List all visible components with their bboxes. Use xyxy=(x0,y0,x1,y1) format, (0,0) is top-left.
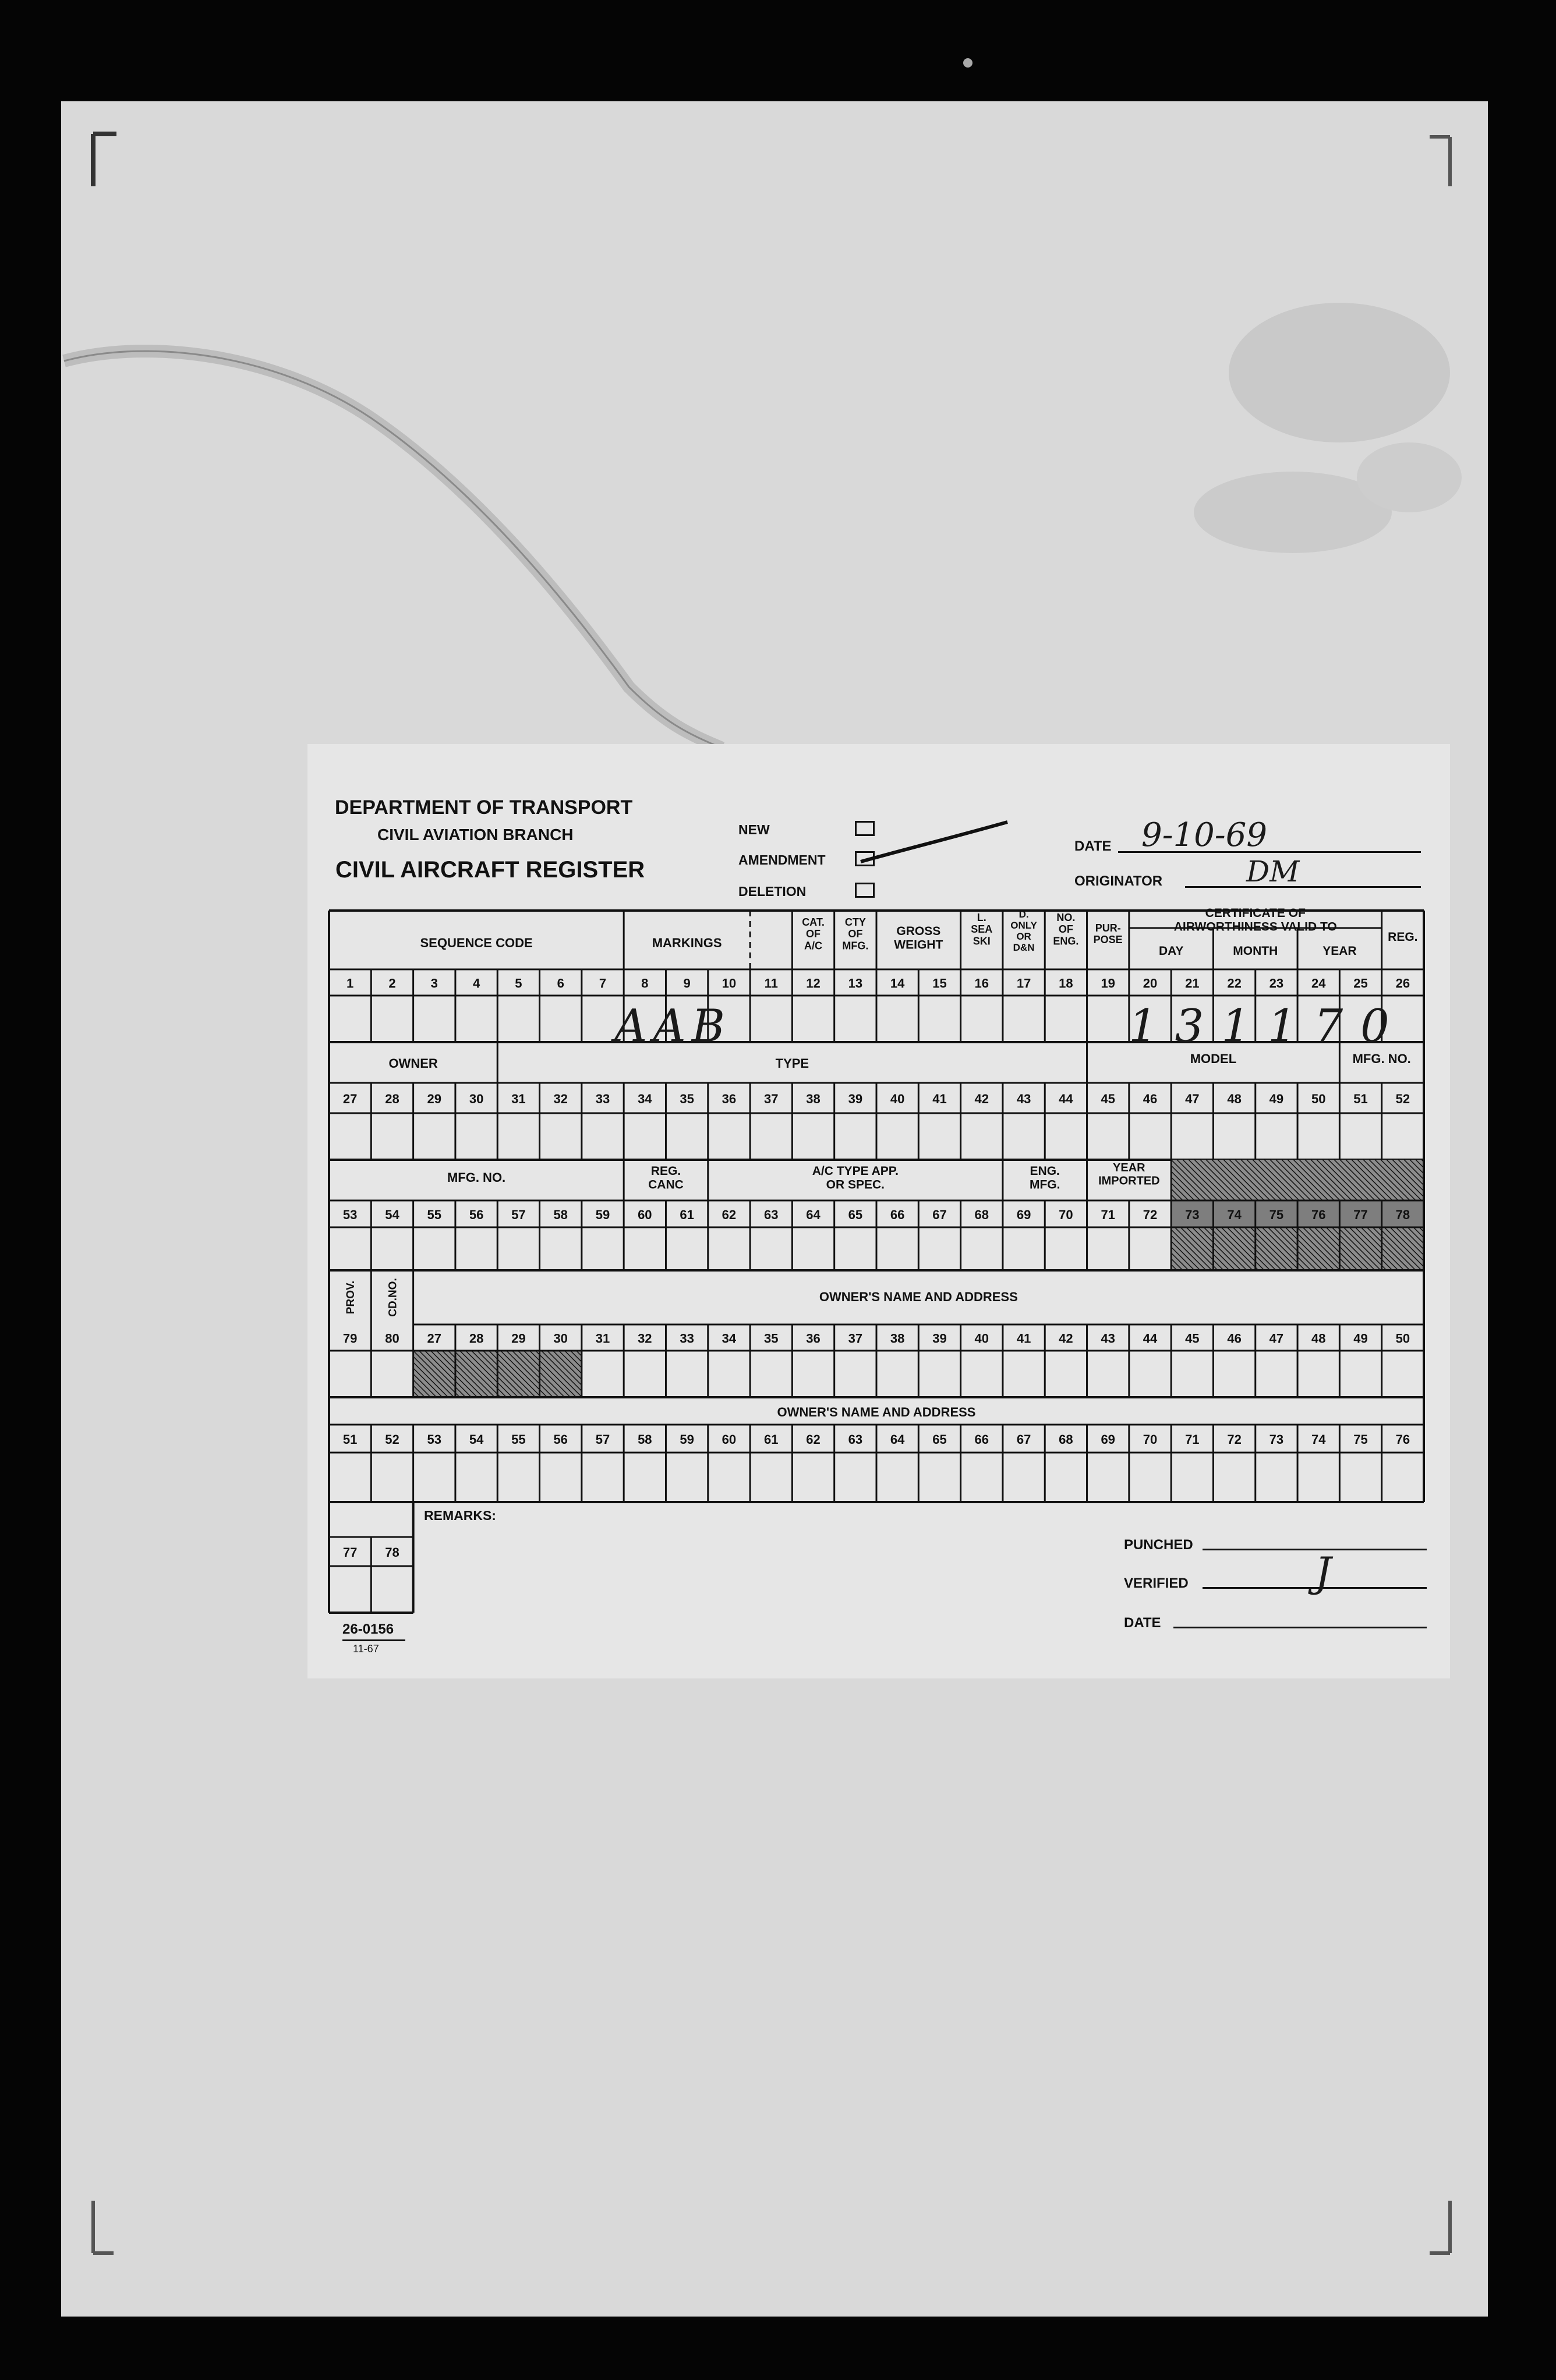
column-number: 52 xyxy=(1395,1092,1410,1106)
column-number: 36 xyxy=(806,1331,821,1346)
column-number: 73 xyxy=(1185,1207,1200,1222)
column-number: 11 xyxy=(764,976,778,991)
column-number: 69 xyxy=(1101,1432,1115,1447)
punched-label: PUNCHED xyxy=(1124,1537,1193,1553)
column-number: 43 xyxy=(1101,1331,1115,1346)
column-number: 50 xyxy=(1311,1092,1326,1106)
grid-label: YEAR xyxy=(1322,944,1357,958)
column-number: 6 xyxy=(557,976,564,991)
grid-label: OWNER xyxy=(388,1056,438,1071)
column-number: 26 xyxy=(1395,976,1410,991)
column-number: 39 xyxy=(848,1092,863,1106)
form-number-underline xyxy=(342,1639,405,1641)
column-number: 9 xyxy=(683,976,691,991)
grid-label: OF xyxy=(848,928,863,940)
grid-label: A/C TYPE APP. xyxy=(812,1164,899,1178)
originator-label: ORIGINATOR xyxy=(1074,873,1163,889)
column-number: 79 xyxy=(342,1331,358,1346)
column-number: 59 xyxy=(595,1207,610,1222)
column-number: 28 xyxy=(469,1331,484,1346)
column-number: 67 xyxy=(932,1207,947,1222)
column-number: 15 xyxy=(932,976,947,991)
column-number: 20 xyxy=(1143,976,1158,991)
footer-date-label: DATE xyxy=(1124,1615,1161,1631)
column-number: 35 xyxy=(763,1331,779,1346)
column-number: 51 xyxy=(1353,1092,1368,1106)
column-number: 64 xyxy=(890,1432,905,1447)
verified-label: VERIFIED xyxy=(1124,1575,1189,1591)
column-number: 28 xyxy=(385,1092,399,1106)
branch-title: CIVIL AVIATION BRANCH xyxy=(377,826,574,844)
deletion-label: DELETION xyxy=(738,884,807,899)
column-number: 27 xyxy=(342,1092,358,1106)
grid-label: SEA xyxy=(971,923,993,936)
column-number: 65 xyxy=(932,1432,947,1447)
column-number: 61 xyxy=(763,1432,779,1447)
column-number: 25 xyxy=(1353,976,1368,991)
column-number: 76 xyxy=(1311,1207,1326,1222)
column-number: 59 xyxy=(680,1432,694,1447)
column-number: 1 xyxy=(346,976,354,991)
grid-label: AIRWORTHINESS VALID TO xyxy=(1173,920,1337,934)
column-number: 13 xyxy=(848,976,863,991)
column-number: 63 xyxy=(848,1432,863,1447)
column-number: 48 xyxy=(1227,1092,1242,1106)
column-number: 40 xyxy=(974,1331,989,1346)
column-number: 54 xyxy=(469,1432,484,1447)
column-number: 41 xyxy=(932,1092,947,1106)
column-number: 66 xyxy=(890,1207,905,1222)
column-number: 52 xyxy=(385,1432,399,1447)
column-number: 67 xyxy=(1016,1432,1031,1447)
column-number: 31 xyxy=(511,1092,526,1106)
grid-label: PUR- xyxy=(1095,922,1121,934)
grid-label: MARKINGS xyxy=(652,936,722,950)
column-number: 19 xyxy=(1101,976,1115,991)
column-number: 42 xyxy=(974,1092,989,1106)
column-number: 40 xyxy=(890,1092,905,1106)
column-number: 65 xyxy=(848,1207,863,1222)
cd-no-label: CD.NO. xyxy=(387,1278,399,1317)
column-number: 45 xyxy=(1101,1092,1115,1106)
grid-label: MFG. xyxy=(842,940,869,952)
grid-label: IMPORTED xyxy=(1098,1174,1160,1188)
owner-name-address-header: OWNER'S NAME AND ADDRESS xyxy=(819,1290,1018,1304)
date-label: DATE xyxy=(1074,838,1112,854)
grid-label: SKI xyxy=(972,935,991,947)
column-number: 46 xyxy=(1227,1331,1242,1346)
column-number: 35 xyxy=(680,1092,694,1106)
grid-label: OR xyxy=(1016,931,1031,943)
grid-label: NO. xyxy=(1056,912,1076,923)
column-number: 66 xyxy=(974,1432,989,1447)
column-number: 44 xyxy=(1059,1092,1073,1106)
grid-label: D&N xyxy=(1013,942,1035,954)
column-number: 72 xyxy=(1143,1207,1158,1222)
column-number: 33 xyxy=(595,1092,610,1106)
column-number: 23 xyxy=(1269,976,1284,991)
grid-label: MFG. NO. xyxy=(1352,1051,1411,1066)
column-number: 55 xyxy=(427,1207,442,1222)
verified-value: J xyxy=(1315,1549,1332,1596)
new-label: NEW xyxy=(738,822,770,837)
column-number: 62 xyxy=(722,1207,737,1222)
column-number: 73 xyxy=(1269,1432,1284,1447)
column-number: 21 xyxy=(1185,976,1200,991)
column-number: 47 xyxy=(1269,1331,1284,1346)
grid-label: A/C xyxy=(804,940,823,952)
column-number: 74 xyxy=(1227,1207,1242,1222)
form-date: 11-67 xyxy=(353,1643,379,1655)
column-number: 51 xyxy=(342,1432,358,1447)
column-number: 56 xyxy=(553,1432,568,1447)
column-number: 63 xyxy=(763,1207,779,1222)
column-number: 33 xyxy=(680,1331,694,1346)
column-number: 2 xyxy=(388,976,396,991)
column-number: 74 xyxy=(1311,1432,1326,1447)
grid-label: MONTH xyxy=(1233,944,1278,958)
column-number: 77 xyxy=(342,1545,358,1560)
column-number: 80 xyxy=(385,1331,399,1346)
column-number: 64 xyxy=(806,1207,821,1222)
column-number: 5 xyxy=(515,976,522,991)
grid-label: OF xyxy=(806,928,821,940)
grid-label: ENG. xyxy=(1030,1164,1060,1178)
grid-label: DAY xyxy=(1158,944,1184,958)
column-number: 38 xyxy=(890,1331,905,1346)
column-number: 7 xyxy=(599,976,607,991)
column-number: 30 xyxy=(469,1092,484,1106)
column-number: 10 xyxy=(722,976,737,991)
grid-label: CERTIFICATE OF xyxy=(1205,906,1306,920)
column-number: 61 xyxy=(680,1207,694,1222)
column-number: 44 xyxy=(1143,1331,1158,1346)
prov-label: PROV. xyxy=(345,1280,358,1315)
column-number: 22 xyxy=(1227,976,1242,991)
markings-entry: AAB xyxy=(614,1000,731,1053)
column-number: 4 xyxy=(472,976,480,991)
column-number: 37 xyxy=(763,1092,779,1106)
column-number: 49 xyxy=(1353,1331,1368,1346)
column-number: 38 xyxy=(806,1092,821,1106)
grid-label: SEQUENCE CODE xyxy=(420,936,533,950)
form-number: 26-0156 xyxy=(342,1621,394,1637)
column-number: 12 xyxy=(806,976,821,991)
form-title: CIVIL AIRCRAFT REGISTER xyxy=(335,857,645,883)
column-number: 49 xyxy=(1269,1092,1284,1106)
remarks-label: REMARKS: xyxy=(424,1508,496,1523)
column-number: 55 xyxy=(511,1432,526,1447)
column-number: 34 xyxy=(722,1331,737,1346)
column-number: 47 xyxy=(1185,1092,1200,1106)
column-number: 69 xyxy=(1016,1207,1031,1222)
column-number: 77 xyxy=(1353,1207,1368,1222)
column-number: 57 xyxy=(511,1207,526,1222)
column-number: 32 xyxy=(638,1331,652,1346)
grid-label: D. xyxy=(1019,909,1029,920)
column-number: 75 xyxy=(1353,1432,1368,1447)
column-number: 32 xyxy=(553,1092,568,1106)
grid-label: ONLY xyxy=(1010,920,1037,932)
column-number: 8 xyxy=(641,976,649,991)
column-number: 68 xyxy=(974,1207,989,1222)
column-number: 42 xyxy=(1059,1331,1073,1346)
column-number: 68 xyxy=(1059,1432,1073,1447)
grid-label: TYPE xyxy=(775,1056,809,1071)
column-number: 62 xyxy=(806,1432,821,1447)
column-number: 46 xyxy=(1143,1092,1158,1106)
column-number: 3 xyxy=(430,976,438,991)
column-number: 29 xyxy=(427,1092,442,1106)
grid-label: CANC xyxy=(648,1178,684,1192)
column-number: 70 xyxy=(1143,1432,1158,1447)
column-number: 71 xyxy=(1185,1432,1200,1447)
column-number: 24 xyxy=(1311,976,1326,991)
column-number: 53 xyxy=(427,1432,442,1447)
column-number: 70 xyxy=(1059,1207,1073,1222)
grid-label: POSE xyxy=(1093,934,1123,946)
originator-value: DM xyxy=(1246,855,1300,888)
column-number: 56 xyxy=(469,1207,484,1222)
date-value: 9-10-69 xyxy=(1141,816,1267,854)
grid-label: YEAR xyxy=(1113,1161,1145,1174)
grid-label: CTY xyxy=(844,916,866,928)
grid-label: MFG. NO. xyxy=(447,1170,506,1185)
column-number: 16 xyxy=(974,976,989,991)
grid-label: REG. xyxy=(650,1164,681,1178)
column-number: 43 xyxy=(1016,1092,1031,1106)
column-number: 31 xyxy=(595,1331,610,1346)
column-number: 37 xyxy=(848,1331,863,1346)
grid-label: OF xyxy=(1058,923,1073,936)
grid-label: MODEL xyxy=(1190,1051,1237,1066)
column-number: 57 xyxy=(595,1432,610,1447)
column-number: 29 xyxy=(511,1331,526,1346)
column-number: 18 xyxy=(1059,976,1073,991)
column-number: 75 xyxy=(1269,1207,1284,1222)
airworthiness-entry: 131170 xyxy=(1129,1000,1407,1053)
column-number: 60 xyxy=(638,1207,652,1222)
column-number: 54 xyxy=(385,1207,399,1222)
column-number: 39 xyxy=(932,1331,947,1346)
column-number: 50 xyxy=(1395,1331,1410,1346)
column-number: 58 xyxy=(553,1207,568,1222)
department-title: DEPARTMENT OF TRANSPORT xyxy=(335,796,633,819)
column-number: 60 xyxy=(722,1432,737,1447)
column-number: 34 xyxy=(638,1092,652,1106)
column-number: 14 xyxy=(890,976,905,991)
grid-label: CAT. xyxy=(802,916,825,928)
grid-label: WEIGHT xyxy=(894,938,943,952)
column-number: 58 xyxy=(638,1432,652,1447)
column-number: 17 xyxy=(1016,976,1031,991)
grid-label: L. xyxy=(977,912,986,923)
amendment-label: AMENDMENT xyxy=(738,852,826,867)
column-number: 76 xyxy=(1395,1432,1410,1447)
column-number: 71 xyxy=(1101,1207,1115,1222)
column-number: 36 xyxy=(722,1092,737,1106)
grid-label: MFG. xyxy=(1029,1178,1060,1192)
column-number: 41 xyxy=(1016,1331,1031,1346)
grid-label: ENG. xyxy=(1053,935,1079,947)
grid-label: OR SPEC. xyxy=(826,1178,885,1192)
column-number: 48 xyxy=(1311,1331,1326,1346)
grid-label: GROSS xyxy=(896,925,941,938)
column-number: 45 xyxy=(1185,1331,1200,1346)
column-number: 72 xyxy=(1227,1432,1242,1447)
column-number: 30 xyxy=(553,1331,568,1346)
column-number: 27 xyxy=(427,1331,442,1346)
footer-date-line xyxy=(1173,1627,1427,1628)
column-number: 78 xyxy=(385,1545,399,1560)
grid-label: REG. xyxy=(1388,930,1418,944)
column-number: 78 xyxy=(1395,1207,1410,1222)
column-number: 53 xyxy=(342,1207,358,1222)
owner-name-address-header-2: OWNER'S NAME AND ADDRESS xyxy=(777,1405,976,1419)
